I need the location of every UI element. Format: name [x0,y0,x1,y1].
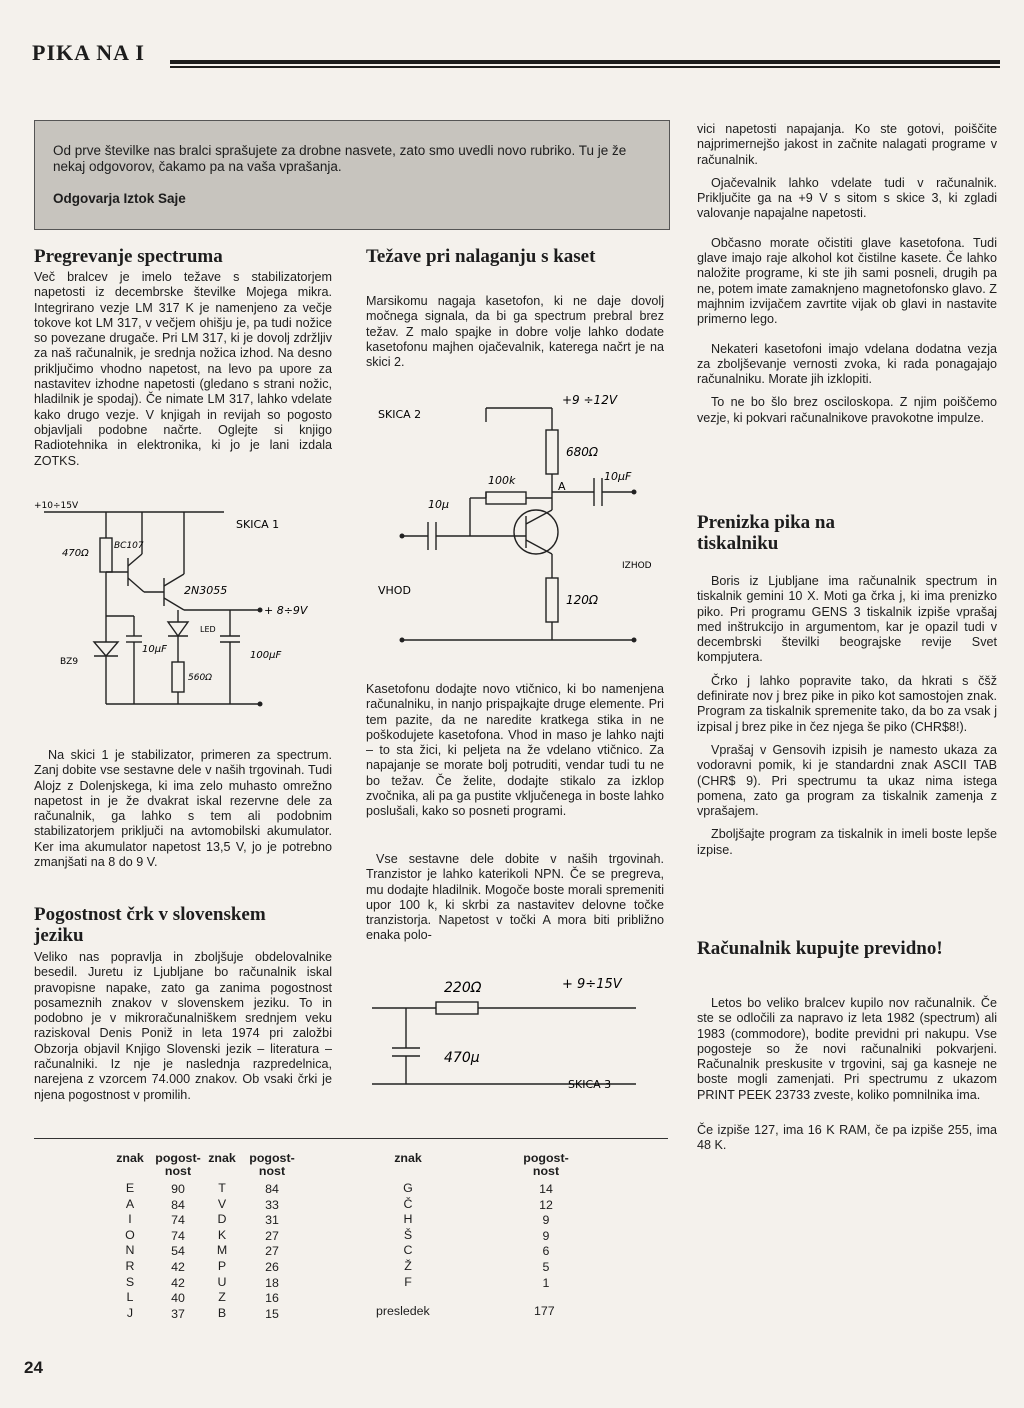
label-re: 120Ω [566,593,599,607]
table-col-znak-2 [204,1152,240,1321]
paragraph: Črko j lahko popravite tako, da hkrati s čšž definirate nov j brez pike in piko kot samostojen znak. Program za tiskalnik spremenite tako, da bo za vsak j izpisal j brez pike in čez njega še piko (CHR$8!). [697,673,997,734]
col-header: pogost- nost [249,1151,295,1178]
section-text-pregrevanje-2: Na skici 1 je stabilizator, primeren za spectrum. Zanj dobite vse sestavne dele v naših trgovinah. Tudi Alojz z Dolenjskega, ki ima zelo muhasto omrežno napetost in je že dvakrat iskal rezervne dele za računalnik, ga lahko s tem ali podobnim stabilizatorjem priključi na avtomobilski akumulator. Ker ima akumulator napetost 13,5 V, jo je potrebno zmanjšati na 8 do 9 V. [34,748,332,870]
label-r1: 470Ω [62,548,89,559]
col-header: znak [394,1151,422,1165]
paragraph: Občasno morate očistiti glave kasetofona. Tudi glave imajo raje alkohol kot čistilne kasete. Če lahko naložite programe, ki ste jih sami posneli, drugih pa ne, potem imate zamaknjeno magnetofonsko glavo. Z majhnim izvijačem zavrtite vijak ob glavi in nastavite primerno lego. [697,235,997,327]
label-cout: 10μF [604,470,632,483]
page-number: 24 [24,1358,43,1377]
table-cell: 40 [171,1291,185,1306]
section-heading-pogostnost: Pogostnost črk v slovenskem jeziku [34,904,266,946]
label-led: LED [200,625,216,634]
table-cell: 15 [265,1306,279,1321]
header-rule [170,60,1000,64]
col-header: znak [208,1151,236,1165]
table-cell: 18 [265,1275,279,1290]
paragraph: Zboljšajte program za tiskalnik in imeli boste lepše izpise. [697,827,997,857]
intro-text: Od prve številke nas bralci sprašujete za drobne nasvete, zato smo uvedli novo rubriko. Tu je že nekaj odgovorov, čakamo pa na vaša vprašanja. [53,143,627,174]
caption-skica-2: SKICA 2 [378,408,422,421]
table-cell: O [125,1227,135,1242]
letter-frequency-table [34,1138,668,1353]
paragraph: To ne bo šlo brez osciloskopa. Z njim poiščemo vezje, ki pokvari računalnikove pravokotne impulze. [697,395,997,425]
table-col-pog-3 [518,1152,574,1291]
table-space-label: presledek [376,1304,430,1318]
section-text-tezave-2: Kasetofonu dodajte novo vtičnico, ki bo namenjena računalniku, in nanjo prispajkajte druge elemente. Pri tem pazite, da ne naredite kratkega stika in ne poškodujete kasetofona. Vhod in maso je lahko najti – to sta žici, ki peljeta na že vdelano vtičnico. Za napajanje se morate bolj potruditi, vendar tudi tu ne bo težav. Če želite, dodajte stikalo za izklop zvočnika, ali pa ga pustite vključenega in boste lahko poslušali, kako so posneti programi. [366,682,664,819]
paragraph: Vprašaj v Gensovih izpisih je namesto ukaza za vodoravni pomik, ki je standardni znak ASCII TAB (CHR$ 9). Pri spectrumu ta ukaz nima istega pomena, zato ga program za tiskalnik zamenja z vprašajem. [697,742,997,819]
table-cell: M [216,1243,228,1258]
table-cell: G [403,1181,413,1195]
table-cell: D [217,1212,227,1227]
table-cell: 14 [539,1182,553,1196]
table-cell: 33 [265,1197,279,1212]
label-bc107: BC107 [114,541,144,551]
col-header: pogost- nost [155,1151,201,1178]
skica-2-diagram [366,382,666,672]
col-values [246,1182,298,1322]
table-cell: 16 [265,1291,279,1306]
label-rc: 680Ω [566,445,599,459]
column-right-top [697,122,997,434]
circuit-skica-3 [366,962,666,1092]
label-zener: BZ9 [60,657,79,667]
header-rule-thin [170,66,1000,68]
col-header: znak [116,1151,144,1165]
paragraph: Boris iz Ljubljane ima računalnik spectrum in tiskalnik gemini 10 X. Moti ga črka j, ki ima prenizko piko. Pri programu GENS 3 tiskalnik izpiše vprašaj med inštrukcijo in argumentom, kar je opazil tudi v decembrski številki beograjske revije Svet kompjutera. [697,574,997,665]
label-c: 470μ [444,1050,480,1066]
table-col-pog-2 [246,1152,298,1322]
table-cell: B [217,1305,227,1320]
table-cell: 84 [265,1182,279,1196]
section-text-racunalnik [697,996,997,1162]
table-cell: J [126,1305,134,1320]
label-output: IZHOD [622,561,652,571]
table-cell: 54 [171,1244,185,1259]
label-input: VHOD [378,584,411,597]
table-cell: N [125,1243,135,1258]
label-r: 220Ω [444,980,482,996]
table-cell: I [128,1212,132,1227]
section-heading-tezave: Težave pri nalaganju s kaset [366,246,596,267]
table-cell: 5 [542,1259,550,1274]
section-text-tezave: Marsikomu nagaja kasetofon, ki ne daje dovolj močnega signala, da bi ga spectrum prebral brez težav. Z malo spajke in dobre volje lahko dodate kasetofonu majhen ojačevalnik, katerega načrt je na skici 2. [366,294,664,370]
section-heading-racunalnik: Računalnik kupujte previdno! [697,938,943,959]
paragraph: Ojačevalnik lahko vdelate tudi v računalnik. Priključite ga na +9 V s sitom s skice 3, ki zgladi valovanje napajalne napetosti. [697,175,997,221]
table-cell: 84 [171,1197,185,1212]
table-cell: 6 [542,1244,550,1259]
col-values [386,1181,430,1290]
table-space-value: 177 [534,1304,555,1318]
label-c1: 10μF [142,644,167,655]
label-r2: 560Ω [188,673,213,683]
section-heading-prenizka: Prenizka pika na tiskalniku [697,512,835,554]
table-cell: 31 [265,1213,279,1228]
intro-byline: Odgovarja Iztok Saje [53,191,186,206]
table-cell: S [125,1274,135,1289]
col-values [518,1182,574,1291]
label-c2: 100μF [250,650,282,661]
col-values [112,1181,148,1321]
table-top-rule [34,1138,668,1139]
table-cell: 1 [542,1275,550,1290]
table-col-pog-1 [152,1152,204,1322]
table-cell: U [217,1274,227,1289]
circuit-skica-1 [34,498,334,718]
table-cell: T [218,1181,226,1195]
table-cell: P [217,1258,227,1273]
skica-1-diagram [34,498,334,718]
section-text-pregrevanje: Več bralcev je imelo težave s stabilizatorjem napetosti iz decembrske številke Mojega mikra. Integrirano vezje LM 317 K je namenjeno za večje tokove kot LM 317, v večjem ohišju je, pa tudi nožice so povezane drugače. Pri LM 317, ki je dovolj zdržljiv za naš računalnik, je srednja nožica izhod. Na desno priključimo vhodno napetost, na levo pa upore za nastavitev izhodne napetosti (gledano s strani nožic, hladilnik je spodaj). Če nimate LM 317, lahko vdelate kako drugo vezje. V knjigah in revijah so pogosto objavljali podobne načrte. Oglejte si knjigo Radiotehnika in elektronika, ki jo je lani izdala ZOTKS. [34,270,332,468]
paragraph: Nekateri kasetofoni imajo vdelana dodatna vezja za zboljševanje vernosti zvoka, ki rada ponagajajo računalniku. Morate jih izklopiti. [697,341,997,387]
table-cell: Š [403,1227,413,1242]
caption-skica-1: SKICA 1 [236,518,280,531]
table-cell: 74 [171,1213,185,1228]
table-cell: C [403,1243,413,1258]
section-text-prenizka [697,574,997,866]
table-cell: 90 [171,1182,185,1196]
label-vcc: +9 ÷12V [562,393,618,407]
table-cell: 12 [539,1197,553,1212]
table-cell: 9 [542,1213,550,1228]
table-cell: R [125,1258,135,1273]
label-rb: 100k [488,474,516,487]
table-cell: Č [403,1196,413,1211]
col-values [152,1182,204,1322]
skica-3-diagram [366,962,666,1092]
table-cell: 42 [171,1275,185,1290]
page-header-title: PIKA NA I [32,40,145,65]
table-cell: 74 [171,1228,185,1243]
table-cell: E [125,1181,135,1195]
label-point-a: A [558,480,566,493]
table-cell: L [126,1290,134,1305]
table-col-znak-1 [112,1152,148,1321]
table-cell: Z [218,1290,226,1305]
paragraph: Letos bo veliko bralcev kupilo nov računalnik. Če ste se odločili za napravo iz leta 1982 (spectrum) ali 1983 (commodore), bodite previdni pri nakupu. Vse pogosteje so že novi računalniki pokvarjeni. Računalnik preskusite v trgovini, saj ga kasneje ne boste mogli zamenjati. Pri spectrumu z ukazom PRINT PEEK 23733 zveste, koliko pomnilnika ima. [697,996,997,1102]
col-values [204,1181,240,1321]
table-cell: 27 [265,1244,279,1259]
intro-box [34,120,670,230]
table-cell: 26 [265,1259,279,1274]
col-header: pogost- nost [523,1151,569,1178]
label-2n3055: 2N3055 [184,584,228,597]
circuit-skica-2 [366,382,666,672]
table-cell: Ž [404,1258,412,1273]
table-cell: A [125,1196,135,1211]
paragraph: vici napetosti napajanja. Ko ste gotovi, poiščite najprimernejšo jakost in začnite nalagati programe v računalnik. [697,122,997,167]
label-cin: 10μ [428,498,449,511]
table-cell: H [403,1212,413,1227]
caption-skica-3: SKICA 3 [568,1078,612,1091]
table-cell: V [217,1196,227,1211]
section-heading-pregrevanje: Pregrevanje spectruma [34,246,223,267]
table-cell: F [404,1274,412,1289]
table-cell: 42 [171,1259,185,1274]
section-text-pogostnost: Veliko nas popravlja in zboljšuje obdelovalnike besedil. Juretu iz Ljubljane bo računalnik iskal pravopisne napake, zato ga zanima pogostnost posameznih znakov v slovenskem jeziku. To in podobno je v mikroračunalniškem srednjem veku raziskoval Denis Poniž in leta 1974 pri založbi Obzorja objavil Knjigo Slovenski jezik – literatura – računalniki. Iz nje je naslednja razpredelnica, narejena z vzorcem 74.000 znakov. Ob vsaki črki je njena pogostnost v promilih. [34,950,332,1102]
table-cell: 9 [542,1228,550,1243]
table-cell: 27 [265,1228,279,1243]
section-text-tezave-3: Vse sestavne dele dobite v naših trgovinah. Tranzistor je lahko katerikoli NPN. Če se pregreva, mu dodajte hladilnik. Mogoče boste morali spremeniti upor 100 k, ki skrbi za nastavitev delovne točke tranzistorja. Napetost v točki A mora biti približno enaka polo- [366,852,664,943]
label-output-voltage: + 8÷9V [264,604,308,617]
table-cell: 37 [171,1306,185,1321]
paragraph: Če izpiše 127, ima 16 K RAM, če pa izpiše 255, ima 48 K. [697,1123,997,1153]
label-input-voltage: +10÷15V [34,501,79,511]
label-voltage: + 9÷15V [562,977,622,992]
table-cell: K [217,1227,227,1242]
table-col-znak-3 [386,1152,430,1290]
